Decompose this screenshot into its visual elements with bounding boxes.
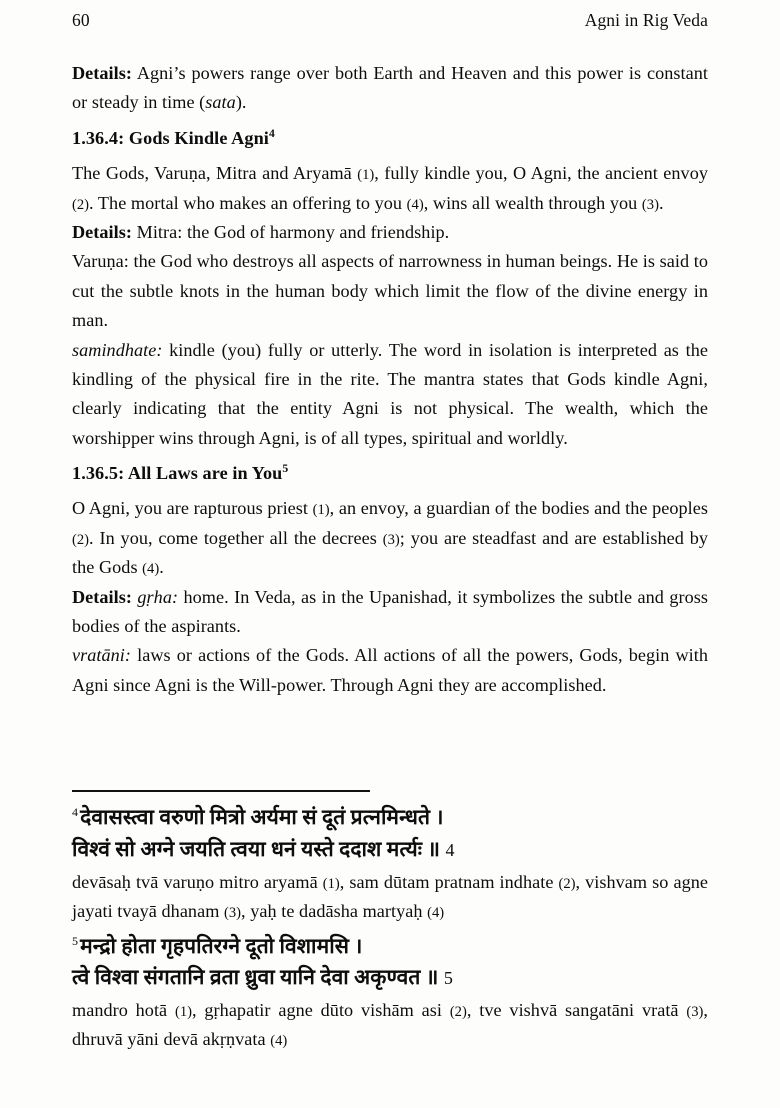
- translit-word-order-3: (3): [224, 904, 242, 921]
- footnote-5-transliteration: [72, 996, 708, 1054]
- details-label: Details:: [72, 586, 132, 607]
- samindhate-note-paragraph: [72, 336, 708, 454]
- footnote-ref-4[interactable]: 4: [268, 126, 275, 140]
- footnote-separator-rule: [72, 790, 370, 792]
- translit-seg-1: devāsaḥ tvā varuṇo mitro aryamā: [72, 871, 323, 892]
- heading-text: 1.36.4: Gods Kindle Agni: [72, 127, 269, 148]
- verse-seg-2: , an envoy, a guardian of the bodies and the peoples: [329, 498, 708, 519]
- details-paragraph-3: [72, 583, 708, 642]
- section-heading-1-36-5: [72, 460, 708, 486]
- footnote-4: [72, 802, 708, 926]
- page-content: [72, 0, 708, 700]
- verse-word-order-1: (1): [312, 502, 330, 519]
- footnote-4-devanagari-line-1: [72, 802, 708, 834]
- verse-translation-2: [72, 494, 708, 582]
- sanskrit-term-samindhate: samindhate:: [72, 339, 163, 360]
- footnote-number-4: 4: [72, 805, 79, 819]
- translit-seg-2: , gṛhapatir agne dūto vishām asi: [192, 1000, 450, 1021]
- verse-word-order-2: (2): [72, 531, 90, 548]
- verse-word-order-3: (3): [382, 531, 400, 548]
- footnote-5-devanagari-line-2: [72, 962, 708, 994]
- verse-seg-2: , fully kindle you, O Agni, the ancient envoy: [374, 163, 708, 184]
- verse-seg-1: O Agni, you are rapturous priest: [72, 498, 313, 519]
- footnote-area: [72, 790, 708, 1054]
- sanskrit-term-sata: sata: [205, 92, 236, 113]
- footnote-5-devanagari-line-1: [72, 931, 708, 963]
- verse-number: 5: [443, 968, 453, 989]
- translit-word-order-1: (1): [322, 875, 340, 892]
- verse-seg-3: . The mortal who makes an offering to you: [89, 192, 407, 213]
- details-text-before: Agni’s powers range over both Earth and Heaven and this power is constant or steady in time (: [72, 63, 708, 113]
- details-paragraph-1: [72, 59, 708, 118]
- details-text: Mitra: the God of harmony and friendship.: [132, 221, 450, 242]
- verse-seg-3: . In you, come together all the decrees: [89, 527, 383, 548]
- running-head: [72, 0, 708, 31]
- verse-word-order-2: (2): [72, 196, 90, 213]
- vratani-note-text: laws or actions of the Gods. All actions of all the powers, Gods, begin with Agni since Agni is the Will-power. Through Agni they are accomplished.: [72, 645, 708, 695]
- devanagari-text: विश्वं सो अग्ने जयति त्वया धनं यस्ते ददाश मर्त्यः ॥: [72, 836, 441, 861]
- footnote-4-transliteration: [72, 868, 708, 926]
- samindhate-note-text: kindle (you) fully or utterly. The word in isolation is interpreted as the kindling of the physical fire in the rite. The mantra states that Gods kindle Agni, clearly indicating that the entity Agni is not physical. The wealth, which the worshipper wins through Agni, is of all types, spiritual and worldly.: [72, 339, 708, 448]
- verse-word-order-4: (3): [641, 196, 659, 213]
- page-number: 60: [72, 10, 90, 30]
- footnote-ref-5[interactable]: 5: [282, 462, 289, 476]
- details-paragraph-2: [72, 218, 708, 247]
- verse-seg-5: .: [658, 192, 664, 213]
- translit-seg-3: , tve vishvā sangatāni vratā: [466, 1000, 687, 1021]
- devanagari-text: त्वे विश्वा संगतानि व्रता ध्रुवा यानि देवा अकृण्वत ॥: [72, 965, 439, 990]
- footnote-number-5: 5: [72, 933, 79, 948]
- translit-seg-4: , yaḥ te dadāsha martyaḥ: [241, 900, 428, 921]
- footnote-5: [72, 931, 708, 1055]
- section-heading-1-36-4: [72, 125, 708, 151]
- translit-seg-4: , dhruvā yāni devā akṛṇvata: [72, 1000, 708, 1050]
- varuna-note-paragraph: Varuṇa: the God who destroys all aspects of narrowness in human beings. He is said to cut the subtle knots in the human body which limit the flow of the divine energy in man.: [72, 251, 708, 331]
- translit-word-order-2: (2): [558, 875, 576, 892]
- details-label: Details:: [72, 221, 132, 242]
- details-text: home. In Veda, as in the Upanishad, it symbolizes the subtle and gross bodies of the aspirants.: [72, 586, 709, 637]
- heading-text: 1.36.5: All Laws are in You: [72, 463, 283, 484]
- verse-seg-4: ; you are steadfast and are established by the Gods: [72, 527, 708, 578]
- body-text: [72, 59, 708, 700]
- verse-word-order-1: (1): [357, 167, 375, 184]
- verse-number: 4: [445, 839, 455, 860]
- sanskrit-term-grha: gṛha:: [132, 586, 179, 607]
- verse-seg-1: The Gods, Varuṇa, Mitra and Aryamā: [72, 163, 358, 184]
- verse-word-order-4: (4): [142, 561, 160, 578]
- translit-word-order-2: (2): [449, 1004, 467, 1021]
- translit-seg-1: mandro hotā: [72, 1000, 175, 1021]
- verse-seg-4: , wins all wealth through you: [423, 192, 642, 213]
- translit-word-order-3: (3): [686, 1004, 704, 1021]
- details-text-after: ).: [235, 92, 247, 113]
- translit-word-order-4: (4): [270, 1033, 288, 1050]
- verse-word-order-3: (4): [406, 196, 424, 213]
- translit-word-order-1: (1): [174, 1004, 193, 1021]
- translit-word-order-4: (4): [427, 904, 445, 921]
- verse-translation-1: [72, 159, 708, 218]
- sanskrit-term-vratani: vratāni:: [72, 645, 131, 666]
- devanagari-text: देवासस्त्वा वरुणो मित्रो अर्यमा सं दूतं प्रत्नमिन्धते ।: [80, 805, 444, 829]
- translit-seg-3: , vishvam so agne jayati tvayā dhanam: [72, 871, 708, 921]
- devanagari-text: मन्द्रो होता गृहपतिरग्ने दूतो विशामसि ।: [80, 933, 363, 958]
- translit-seg-2: , sam dūtam pratnam indhate: [339, 871, 559, 892]
- vratani-note-paragraph: [72, 641, 708, 700]
- verse-seg-5: .: [159, 557, 164, 578]
- details-label: Details:: [72, 63, 132, 83]
- book-title: Agni in Rig Veda: [584, 10, 708, 30]
- footnote-4-devanagari-line-2: [72, 834, 708, 866]
